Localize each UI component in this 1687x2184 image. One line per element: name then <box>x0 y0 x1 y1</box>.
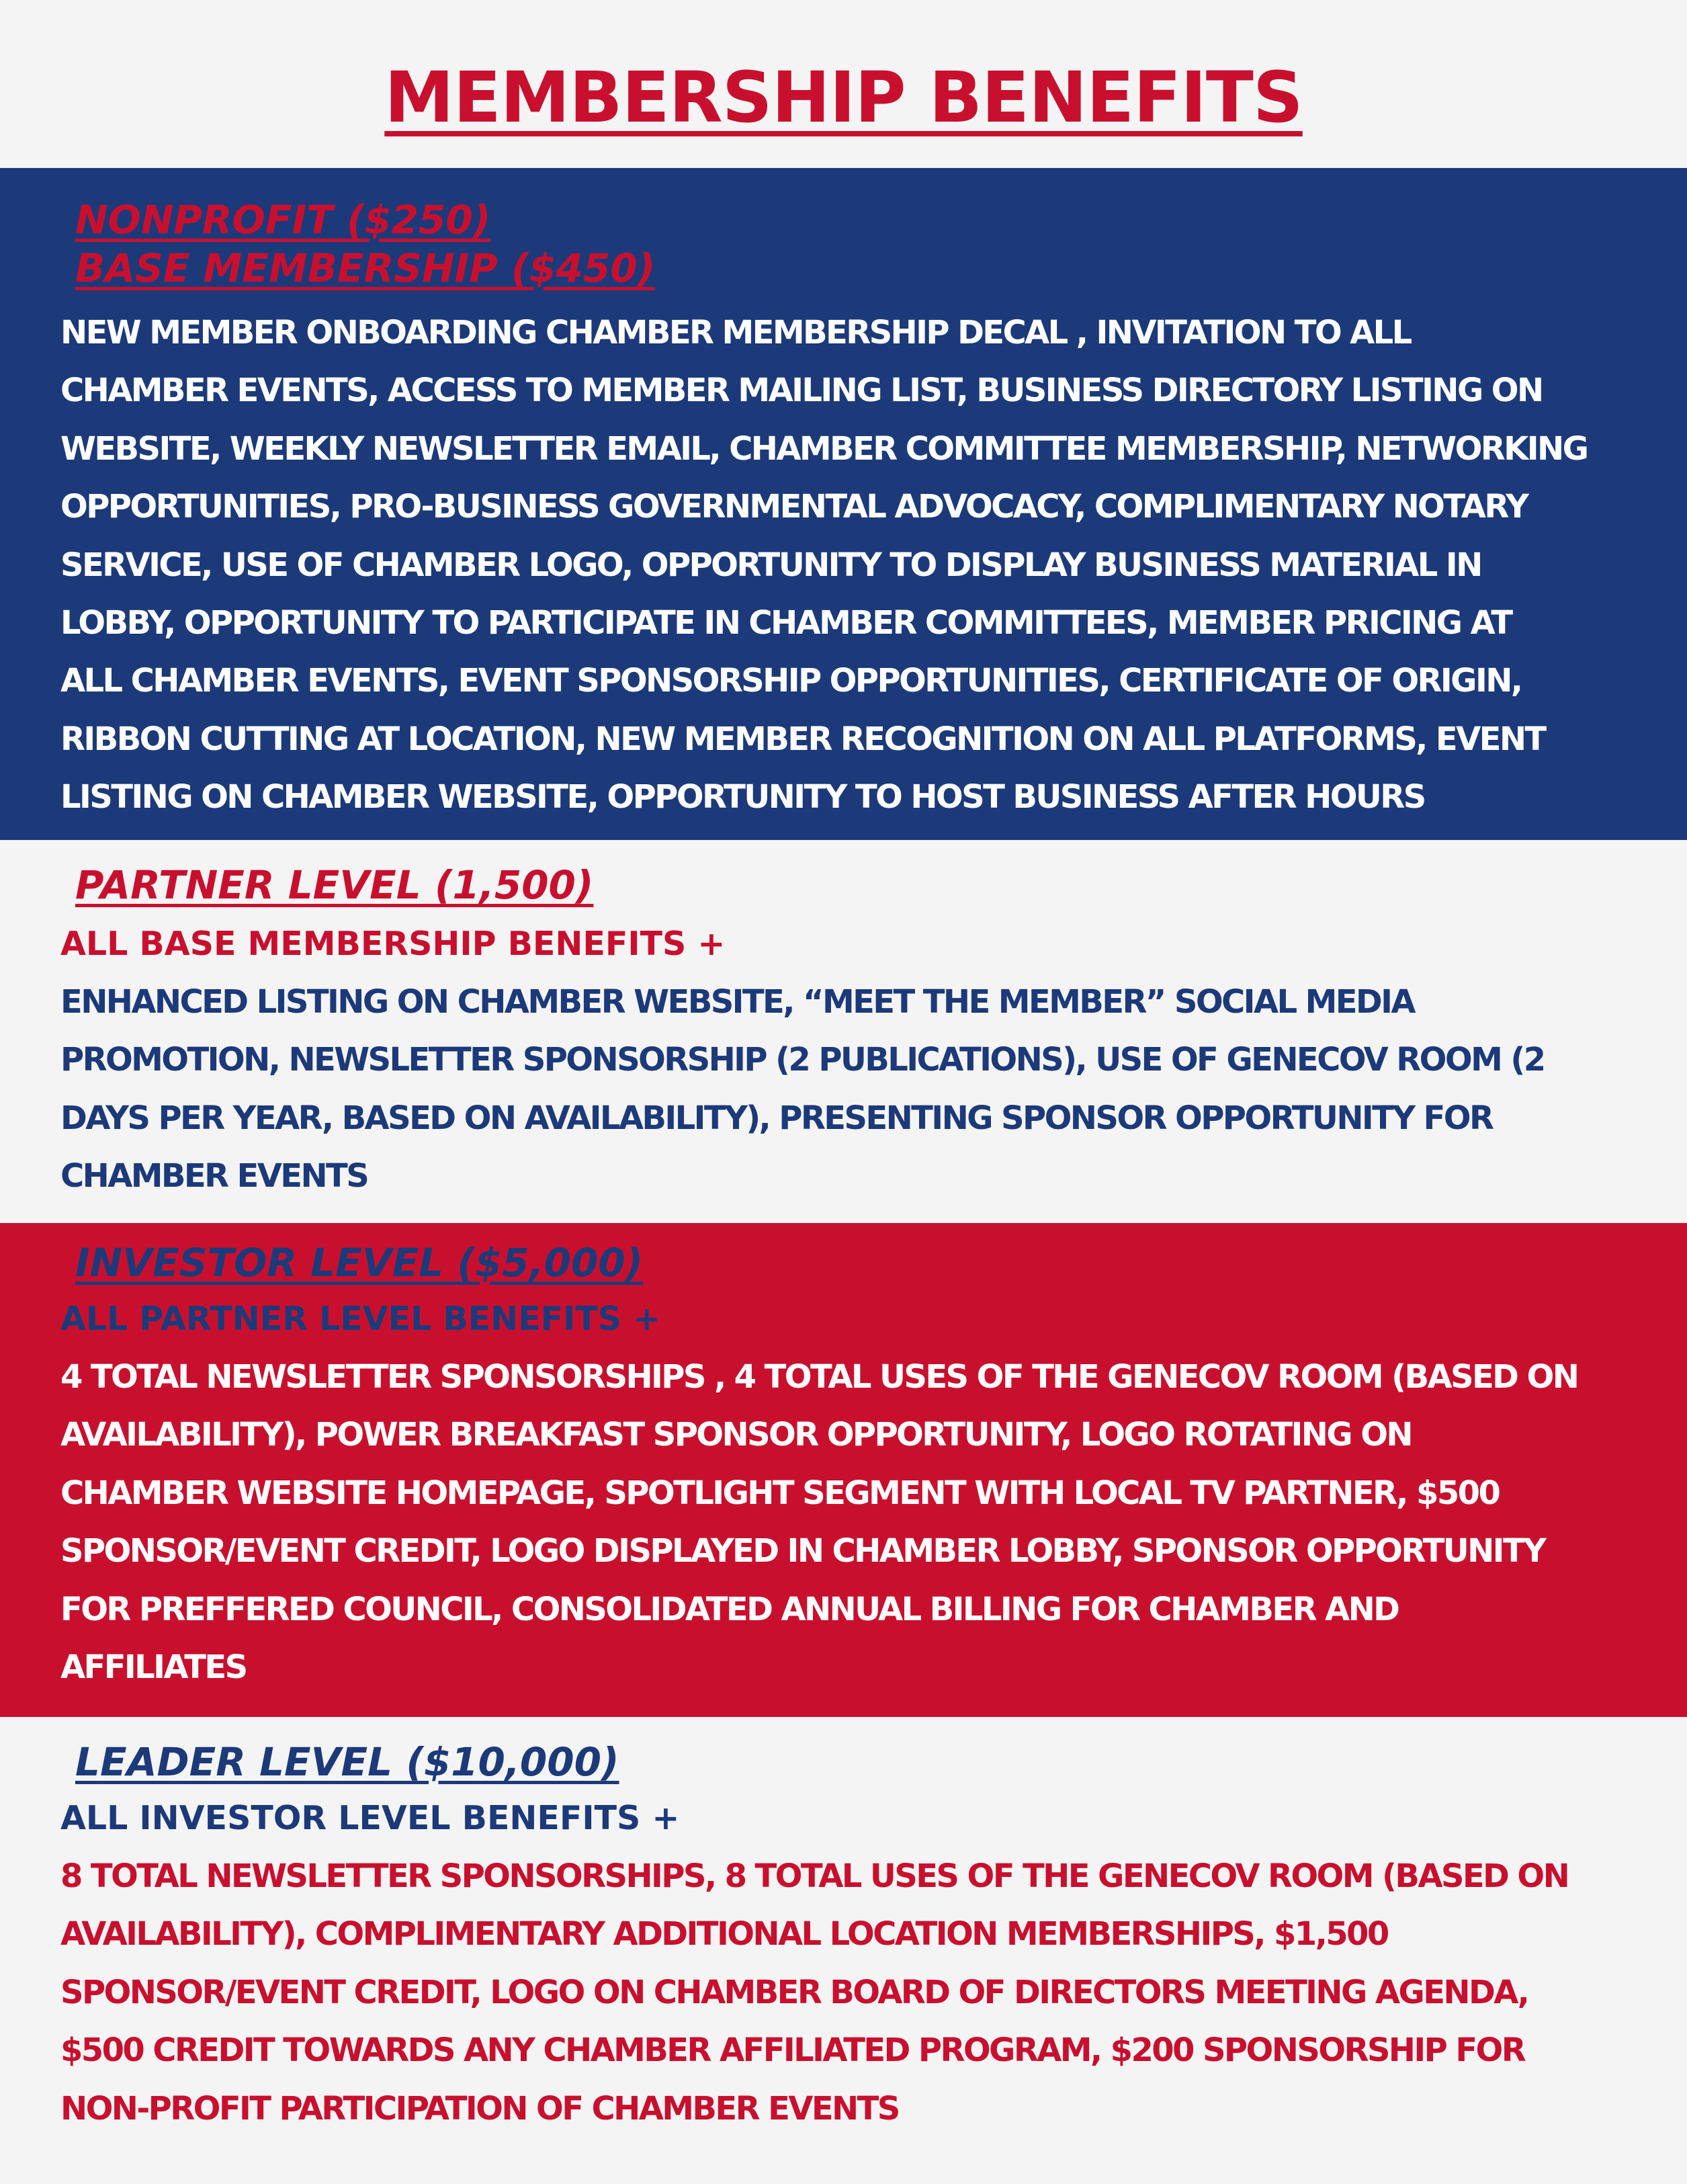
benefit-line: ENHANCED LISTING ON CHAMBER WEBSITE, “MEET THE MEMBER” SOCIAL MEDIA <box>60 983 1414 1021</box>
leader-level-heading: LEADER LEVEL ($10,000) <box>75 1739 619 1785</box>
leader-level-section <box>0 1717 1687 2184</box>
benefit-line: CHAMBER EVENTS, ACCESS TO MEMBER MAILING LIST, BUSINESS DIRECTORY LISTING ON <box>60 372 1543 410</box>
benefit-line: LOBBY, OPPORTUNITY TO PARTICIPATE IN CHAMBER COMMITTEES, MEMBER PRICING AT <box>60 604 1512 642</box>
benefit-line: NON-PROFIT PARTICIPATION OF CHAMBER EVENTS <box>60 2089 899 2128</box>
benefit-line: SERVICE, USE OF CHAMBER LOGO, OPPORTUNITY TO DISPLAY BUSINESS MATERIAL IN <box>60 546 1481 584</box>
base-membership-section <box>0 168 1687 840</box>
investor-level-lead: ALL PARTNER LEVEL BENEFITS + <box>60 1300 661 1338</box>
benefit-line: RIBBON CUTTING AT LOCATION, NEW MEMBER RECOGNITION ON ALL PLATFORMS, EVENT <box>60 720 1545 758</box>
partner-level-section <box>0 840 1687 1223</box>
benefit-line: FOR PREFFERED COUNCIL, CONSOLIDATED ANNUAL BILLING FOR CHAMBER AND <box>60 1590 1399 1628</box>
benefit-line: AVAILABILITY), POWER BREAKFAST SPONSOR OPPORTUNITY, LOGO ROTATING ON <box>60 1416 1412 1454</box>
benefit-line: LISTING ON CHAMBER WEBSITE, OPPORTUNITY TO HOST BUSINESS AFTER HOURS <box>60 778 1425 816</box>
investor-level-section <box>0 1223 1687 1717</box>
nonprofit-heading: NONPROFIT ($250) <box>75 197 491 243</box>
benefit-line: AVAILABILITY), COMPLIMENTARY ADDITIONAL LOCATION MEMBERSHIPS, $1,500 <box>60 1915 1388 1954</box>
investor-level-heading: INVESTOR LEVEL ($5,000) <box>75 1240 644 1286</box>
benefit-line: SPONSOR/EVENT CREDIT, LOGO ON CHAMBER BOARD OF DIRECTORS MEETING AGENDA, <box>60 1973 1528 2011</box>
benefit-line: OPPORTUNITIES, PRO-BUSINESS GOVERNMENTAL ADVOCACY, COMPLIMENTARY NOTARY <box>60 488 1528 526</box>
benefit-line: DAYS PER YEAR, BASED ON AVAILABILITY), PRESENTING SPONSOR OPPORTUNITY FOR <box>60 1099 1493 1137</box>
benefit-line: 4 TOTAL NEWSLETTER SPONSORSHIPS , 4 TOTAL USES OF THE GENECOV ROOM (BASED ON <box>60 1358 1578 1396</box>
benefit-line: CHAMBER WEBSITE HOMEPAGE, SPOTLIGHT SEGMENT WITH LOCAL TV PARTNER, $500 <box>60 1474 1500 1512</box>
partner-level-lead: ALL BASE MEMBERSHIP BENEFITS + <box>60 925 726 963</box>
page-title: MEMBERSHIP BENEFITS <box>384 56 1303 138</box>
benefit-line: CHAMBER EVENTS <box>60 1157 368 1195</box>
benefit-line: ALL CHAMBER EVENTS, EVENT SPONSORSHIP OPPORTUNITIES, CERTIFICATE OF ORIGIN, <box>60 662 1522 700</box>
investor-benefits-text <box>60 1348 1577 1696</box>
benefit-line: AFFILIATES <box>60 1648 247 1687</box>
benefit-line: SPONSOR/EVENT CREDIT, LOGO DISPLAYED IN CHAMBER LOBBY, SPONSOR OPPORTUNITY <box>60 1532 1545 1570</box>
benefit-line: 8 TOTAL NEWSLETTER SPONSORSHIPS, 8 TOTAL USES OF THE GENECOV ROOM (BASED ON <box>60 1857 1569 1895</box>
benefit-line: PROMOTION, NEWSLETTER SPONSORSHIP (2 PUBLICATIONS), USE OF GENECOV ROOM (2 <box>60 1041 1545 1079</box>
benefit-line: NEW MEMBER ONBOARDING CHAMBER MEMBERSHIP DECAL , INVITATION TO ALL <box>60 314 1411 351</box>
leader-benefits-text <box>60 1847 1568 2138</box>
benefit-line: $500 CREDIT TOWARDS ANY CHAMBER AFFILIATED PROGRAM, $200 SPONSORSHIP FOR <box>60 2031 1525 2070</box>
base-benefits-text <box>60 304 1587 827</box>
base-membership-heading: BASE MEMBERSHIP ($450) <box>75 245 656 291</box>
partner-benefits-text <box>60 973 1545 1206</box>
leader-level-lead: ALL INVESTOR LEVEL BENEFITS + <box>60 1799 680 1837</box>
benefit-line: WEBSITE, WEEKLY NEWSLETTER EMAIL, CHAMBER COMMITTEE MEMBERSHIP, NETWORKING <box>60 429 1588 468</box>
partner-level-heading: PARTNER LEVEL (1,500) <box>75 862 594 908</box>
